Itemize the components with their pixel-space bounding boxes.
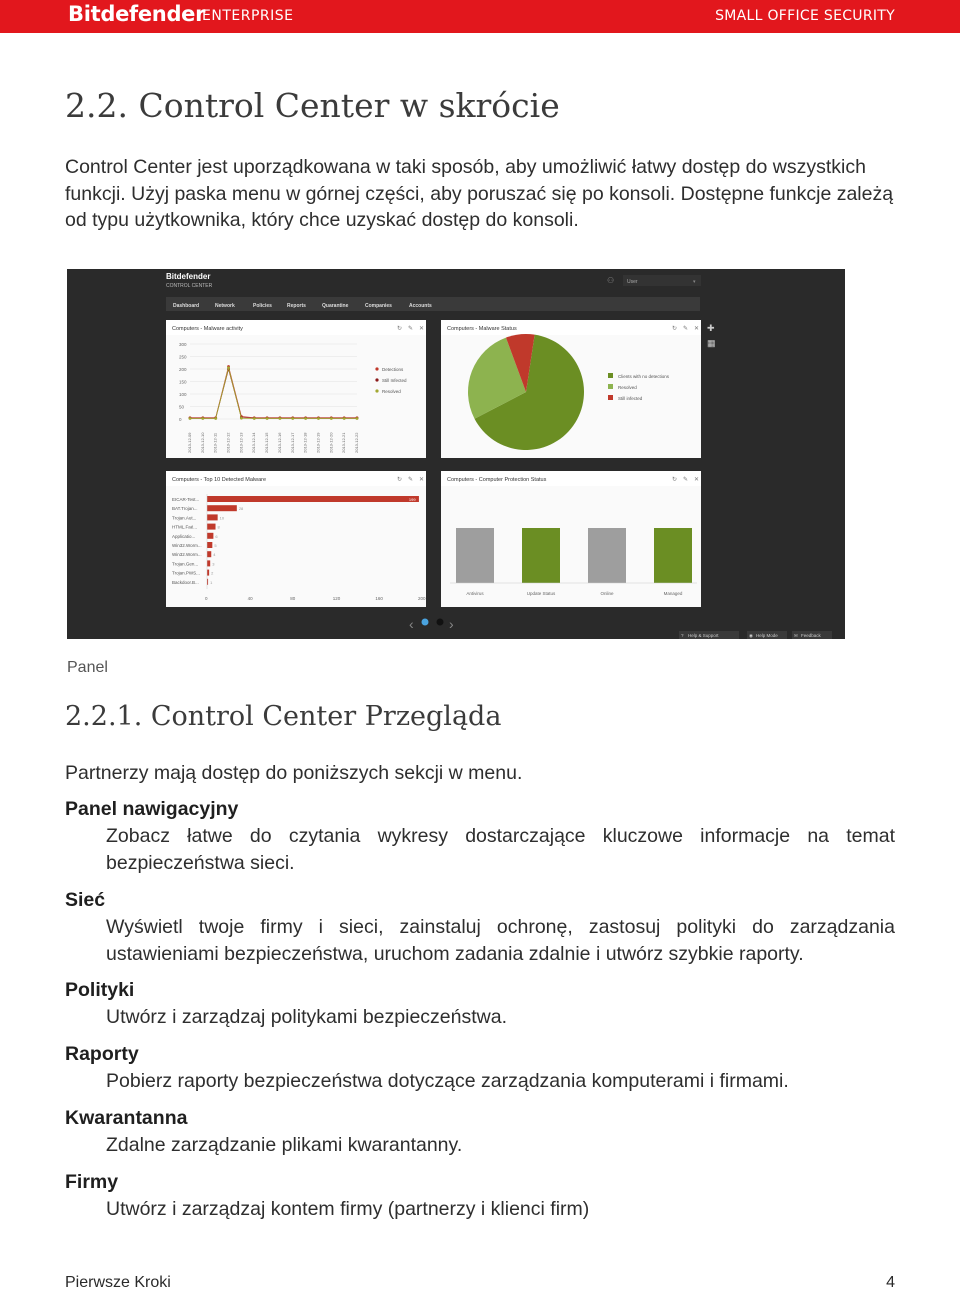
next-page-icon[interactable]: ›	[449, 616, 454, 632]
footer-link-icon: ◉	[749, 633, 753, 638]
x-tick-label: 2013-12-12	[225, 432, 231, 453]
x-tick-label: 2013-12-13	[238, 432, 244, 453]
nav-item-reports[interactable]: Reports	[287, 303, 306, 309]
legend-label: Still infected	[618, 396, 643, 401]
value-label: 2	[211, 570, 214, 576]
product-name: SMALL OFFICE SECURITY	[715, 8, 895, 24]
bar	[207, 514, 218, 520]
bar	[654, 528, 692, 583]
bar	[207, 505, 237, 511]
widget-title: Computers - Computer Protection Status	[447, 477, 547, 483]
bar	[207, 570, 209, 576]
data-point	[343, 417, 346, 420]
value-label: 8	[217, 524, 220, 530]
x-tick-label: 2013-12-20	[328, 432, 334, 453]
cc-logo: Bitdefender	[166, 272, 211, 281]
bar	[207, 551, 211, 557]
category-label: Trojan.Gen...	[172, 561, 199, 567]
category-label: Managed	[663, 591, 683, 596]
value-label: 10	[219, 515, 225, 521]
footer-link[interactable]: Feedback	[801, 633, 821, 638]
user-icon: ⚇	[607, 276, 615, 285]
category-label: Antivirus	[466, 591, 484, 596]
value-label: 1	[210, 579, 213, 585]
bar	[207, 496, 419, 502]
footer-link-icon: ✉	[794, 633, 798, 638]
widget-title: Computers - Malware Status	[447, 326, 517, 332]
x-tick-label: 2013-12-19	[315, 432, 321, 453]
data-point	[253, 417, 256, 420]
brand-logo: Bitdefender	[68, 2, 206, 26]
edit-icon[interactable]: ✎	[408, 326, 414, 332]
subsection-lead: Partnerzy mają dostęp do poniższych sekcji w menu.	[65, 762, 523, 784]
data-point	[227, 366, 230, 369]
category-label: Trojan.PWS...	[172, 570, 200, 576]
widget-title: Computers - Malware activity	[172, 326, 243, 332]
category-label: Update Status	[526, 591, 556, 596]
data-point	[201, 417, 204, 420]
x-tick-label: 2013-12-10	[199, 432, 205, 453]
x-tick-label: 2013-12-14	[251, 432, 257, 453]
y-tick-label: 50	[179, 404, 185, 410]
value-label: 28	[238, 506, 244, 512]
x-tick-label: 200	[418, 596, 426, 601]
page-number: 4	[886, 1274, 895, 1291]
footer-link[interactable]: Help & Support	[688, 633, 719, 638]
x-tick-label: 2013-12-15	[264, 432, 270, 453]
x-tick-label: 2013-12-16	[276, 432, 282, 453]
category-label: Trojan.Aut...	[172, 515, 197, 521]
control-center-screenshot	[67, 269, 845, 639]
x-tick-label: 40	[247, 596, 253, 601]
desc-raporty: Pobierz raporty bezpieczeństwa dotyczące zarządzania komputerami i firmami.	[106, 1070, 789, 1092]
add-widget-icon[interactable]: ✚	[707, 323, 715, 333]
bar	[522, 528, 560, 583]
category-label: HTML.Faé...	[172, 524, 198, 530]
legend-label: Resolved	[382, 389, 401, 394]
prev-page-icon[interactable]: ‹	[409, 616, 414, 632]
data-point	[317, 417, 320, 420]
bar	[207, 533, 213, 539]
x-tick-label: 0	[205, 596, 208, 601]
category-label: Win32.Worm...	[172, 543, 202, 548]
data-point	[279, 417, 282, 420]
y-tick-label: 250	[179, 354, 187, 360]
user-name: User	[627, 279, 638, 285]
category-label: BAT.Trojan...	[172, 506, 198, 512]
edit-icon[interactable]: ✎	[683, 326, 689, 332]
legend-marker	[375, 389, 378, 392]
x-tick-label: 2013-12-22	[354, 432, 359, 453]
refresh-icon[interactable]: ↻	[672, 326, 678, 332]
data-point	[189, 417, 192, 420]
desc-siec: Wyświetl twoje firmy i sieci, zainstaluj ochronę, zastosuj polityki do zarządzania ustawieniami bezpieczeństwa, uruchom zadania zdalnie i utwórz szybkie raporty.	[106, 916, 895, 965]
footer-link-icon: ?	[681, 633, 684, 638]
grid-icon[interactable]: ▦	[707, 338, 716, 348]
chevron-down-icon: ▾	[693, 279, 696, 285]
desc-panel: Zobacz łatwe do czytania wykresy dostarczające kluczowe informacje na temat bezpieczeństwa sieci.	[106, 825, 895, 874]
bar	[207, 560, 210, 566]
close-icon[interactable]: ✕	[419, 477, 425, 483]
data-point	[304, 417, 307, 420]
close-icon[interactable]: ✕	[694, 477, 700, 483]
legend-marker	[375, 378, 378, 381]
desc-firmy: Utwórz i zarządzaj kontem firmy (partnerzy i klienci firm)	[106, 1198, 590, 1220]
figure-caption: Panel	[67, 659, 108, 676]
nav-item-network[interactable]: Network	[215, 303, 235, 309]
category-label: Applicatio...	[172, 533, 196, 539]
close-icon[interactable]: ✕	[419, 326, 425, 332]
x-tick-label: 2013-12-11	[212, 432, 218, 453]
data-point	[330, 417, 333, 420]
refresh-icon[interactable]: ↻	[672, 477, 678, 483]
data-point	[240, 417, 243, 420]
document-header	[0, 0, 960, 33]
footer-link[interactable]: Help Mode	[756, 633, 778, 638]
x-tick-label: 2013-12-17	[289, 432, 295, 453]
value-label: 199	[408, 497, 416, 502]
page-dot-active[interactable]	[422, 619, 429, 626]
cc-nav-bar	[166, 297, 700, 311]
term-polityki: Polityki	[65, 979, 135, 1001]
x-tick-label: 120	[332, 596, 341, 601]
term-raporty: Raporty	[65, 1043, 139, 1065]
legend-label: Detections	[382, 367, 404, 372]
value-label: 5	[214, 543, 217, 548]
legend-marker	[608, 384, 613, 389]
nav-item-dashboard[interactable]: Dashboard	[173, 303, 200, 309]
desc-kwarantanna: Zdalne zarządzanie plikami kwarantanny.	[106, 1134, 463, 1156]
legend-marker	[608, 395, 613, 400]
x-tick-label: 2013-12-18	[302, 432, 308, 453]
term-panel: Panel nawigacyjny	[65, 798, 239, 820]
x-tick-label: 2013-12-09	[187, 432, 192, 453]
category-label: Online	[600, 591, 614, 596]
data-point	[266, 417, 269, 420]
x-tick-label: 160	[375, 596, 383, 601]
edit-icon[interactable]: ✎	[683, 477, 689, 483]
data-point	[214, 417, 217, 420]
edit-icon[interactable]: ✎	[408, 477, 414, 483]
y-tick-label: 200	[179, 367, 187, 372]
data-point	[356, 417, 359, 420]
y-tick-label: 0	[179, 417, 182, 422]
y-tick-label: 150	[179, 379, 187, 385]
bar	[207, 542, 212, 548]
value-label: 4	[213, 552, 216, 558]
legend-label: Clients with no detections	[618, 374, 670, 379]
nav-item-policies[interactable]: Policies	[253, 303, 272, 309]
bar	[588, 528, 626, 583]
nav-item-companies[interactable]: Companies	[365, 303, 392, 309]
legend-label: Still Infected	[382, 378, 407, 383]
bar	[456, 528, 494, 583]
refresh-icon[interactable]: ↻	[397, 326, 403, 332]
refresh-icon[interactable]: ↻	[397, 477, 403, 483]
term-kwarantanna: Kwarantanna	[65, 1107, 188, 1129]
nav-item-accounts[interactable]: Accounts	[409, 303, 432, 309]
category-label: EICAR-Test...	[172, 497, 200, 502]
widget-title: Computers - Top 10 Detected Malware	[172, 477, 267, 483]
nav-item-quarantine[interactable]: Quarantine	[322, 303, 349, 309]
page-dot[interactable]	[437, 619, 444, 626]
category-label: Win32.Worm...	[172, 552, 202, 558]
term-firmy: Firmy	[65, 1171, 119, 1193]
term-siec: Sieć	[65, 889, 106, 911]
bar	[207, 524, 216, 530]
legend-label: Resolved	[618, 385, 637, 390]
cc-logo-sub: CONTROL CENTER	[166, 283, 213, 289]
subsection-title: 2.2.1. Control Center Przegląda	[65, 701, 502, 732]
section-title: 2.2. Control Center w skrócie	[65, 86, 560, 125]
footer-chapter: Pierwsze Kroki	[65, 1274, 171, 1291]
desc-polityki: Utwórz i zarządzaj politykami bezpieczeństwa.	[106, 1006, 507, 1028]
value-label: 3	[212, 561, 215, 567]
data-point	[291, 417, 294, 420]
x-tick-label: 80	[290, 596, 296, 601]
y-tick-label: 300	[179, 342, 187, 347]
close-icon[interactable]: ✕	[694, 326, 700, 332]
brand-edition: ENTERPRISE	[202, 8, 294, 24]
section-intro: Control Center jest uporządkowana w taki sposób, aby umożliwić łatwy dostęp do wszystkich funkcji. Użyj paska menu w górnej części, aby poruszać się po konsoli. Dostępne funkcje zależą od typu użytkownika, który chce uzyskać dostęp do konsoli.	[65, 156, 894, 231]
value-label: 6	[215, 533, 218, 539]
legend-marker	[375, 367, 378, 370]
y-tick-label: 100	[179, 392, 187, 397]
category-label: Backdoor.B...	[172, 579, 199, 585]
legend-marker	[608, 373, 613, 378]
widget-top10-malware	[166, 471, 426, 607]
x-tick-label: 2013-12-21	[341, 432, 347, 453]
